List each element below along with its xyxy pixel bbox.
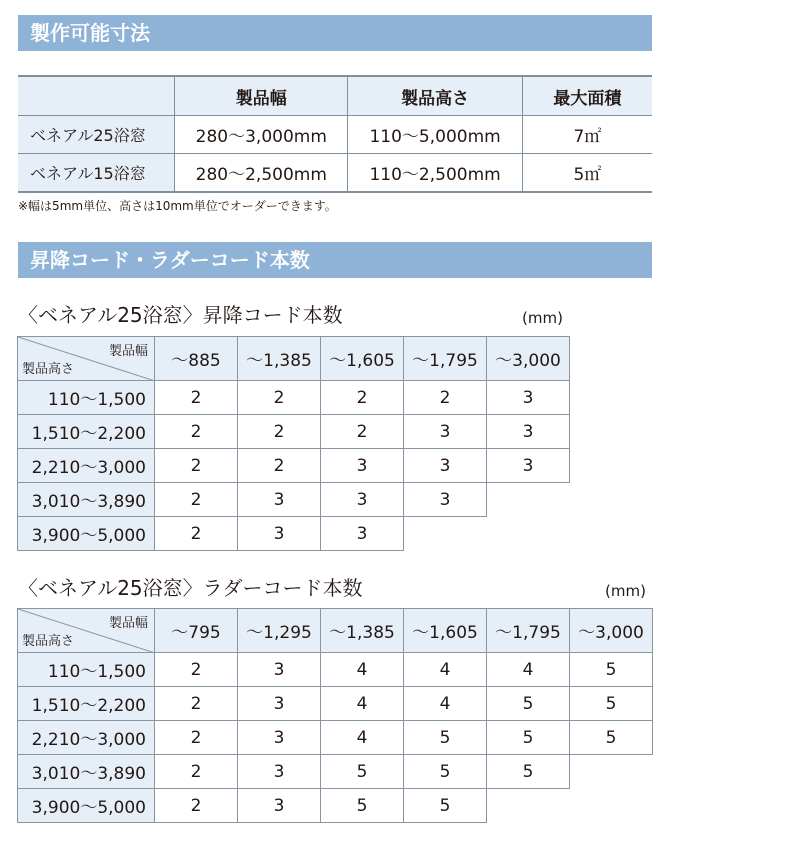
table-cell: 2	[155, 415, 238, 449]
column-header: ～3,000	[570, 609, 653, 653]
column-header: ～1,795	[487, 609, 570, 653]
table-title-lift-cord: 〈ベネアル25浴窓〉昇降コード本数	[18, 303, 343, 327]
header-cell: 最大面積	[522, 76, 652, 116]
table-cell: 2	[155, 517, 238, 551]
table-cell: 5	[570, 721, 653, 755]
table-cell: 3	[238, 483, 321, 517]
table-cell: 2	[155, 687, 238, 721]
table-cell: 2	[238, 415, 321, 449]
table-cell: 2	[155, 789, 238, 823]
column-header: ～795	[155, 609, 238, 653]
empty-cell	[487, 789, 570, 823]
table-cell: 2	[155, 755, 238, 789]
table-header-row	[18, 76, 652, 116]
unit-label: (mm)	[522, 309, 563, 327]
row-label: ベネアル25浴窓	[18, 116, 175, 154]
table-cell: 5	[487, 721, 570, 755]
table-cell: 4	[321, 687, 404, 721]
header-cell: 製品高さ	[348, 76, 522, 116]
table-cell: 3	[404, 415, 487, 449]
dimensions-table	[18, 75, 652, 193]
column-header: ～1,385	[238, 337, 321, 381]
row-label: 2,210～3,000	[18, 721, 155, 755]
table-cell: 280～2,500mm	[175, 154, 348, 193]
row-label: 3,900～5,000	[18, 789, 155, 823]
table-row	[18, 154, 652, 193]
table-row	[18, 687, 653, 721]
column-header: ～3,000	[487, 337, 570, 381]
table-row	[18, 721, 653, 755]
table-cell: 280～3,000mm	[175, 116, 348, 154]
table-header-row	[18, 337, 570, 381]
row-label: 3,900～5,000	[18, 517, 155, 551]
empty-cell	[487, 517, 570, 551]
table-cell: 3	[238, 789, 321, 823]
table-row	[18, 755, 653, 789]
table-row	[18, 116, 652, 154]
table-cell: 2	[321, 415, 404, 449]
table-row	[18, 381, 570, 415]
table-cell: 4	[321, 721, 404, 755]
table-cell: 4	[404, 687, 487, 721]
table-title-ladder-cord: 〈ベネアル25浴窓〉ラダーコード本数	[18, 576, 363, 600]
table-row	[18, 789, 653, 823]
column-header: ～1,795	[404, 337, 487, 381]
section-heading-dimensions: 製作可能寸法	[18, 15, 652, 51]
table-cell: 5	[404, 721, 487, 755]
column-header: ～1,605	[404, 609, 487, 653]
table-cell: 3	[404, 483, 487, 517]
table-cell: 3	[487, 415, 570, 449]
ladder-cord-table	[17, 608, 653, 823]
table-cell: 2	[321, 381, 404, 415]
row-label: 3,010～3,890	[18, 755, 155, 789]
table-cell: 7㎡	[522, 116, 652, 154]
section-heading-cords: 昇降コード・ラダーコード本数	[18, 242, 652, 278]
table-cell: 2	[155, 483, 238, 517]
table-cell: 2	[155, 721, 238, 755]
table-cell: 2	[404, 381, 487, 415]
table-cell: 4	[321, 653, 404, 687]
table-cell: 2	[238, 381, 321, 415]
table-cell: 5	[570, 653, 653, 687]
table-cell: 3	[238, 721, 321, 755]
header-cell: 製品幅	[175, 76, 348, 116]
table-cell: 3	[238, 653, 321, 687]
row-label: 2,210～3,000	[18, 449, 155, 483]
table-cell: 5	[487, 687, 570, 721]
row-label: 1,510～2,200	[18, 415, 155, 449]
table-cell: 3	[238, 687, 321, 721]
table-row	[18, 483, 570, 517]
corner-header	[18, 609, 155, 653]
column-header: ～1,385	[321, 609, 404, 653]
header-cell	[18, 76, 175, 116]
empty-cell	[487, 483, 570, 517]
corner-width-label: 製品幅	[108, 344, 148, 359]
table-cell: 5	[321, 755, 404, 789]
footnote: ※幅は5mm単位、高さは10mm単位でオーダーできます。	[18, 199, 337, 213]
table-cell: 5㎡	[522, 154, 652, 193]
table-cell: 3	[238, 517, 321, 551]
table-header-row	[18, 609, 653, 653]
table-cell: 3	[321, 517, 404, 551]
table-row	[18, 449, 570, 483]
row-label: 1,510～2,200	[18, 687, 155, 721]
table-row	[18, 653, 653, 687]
table-cell: 3	[487, 381, 570, 415]
row-label: ベネアル15浴窓	[18, 154, 175, 193]
table-cell: 5	[321, 789, 404, 823]
table-cell: 5	[570, 687, 653, 721]
table-row	[18, 415, 570, 449]
table-cell: 3	[487, 449, 570, 483]
row-label: 110～1,500	[18, 381, 155, 415]
empty-cell	[570, 755, 653, 789]
corner-height-label: 製品高さ	[22, 362, 75, 377]
table-cell: 2	[155, 449, 238, 483]
column-header: ～1,605	[321, 337, 404, 381]
table-row	[18, 517, 570, 551]
column-header: ～1,295	[238, 609, 321, 653]
table-cell: 2	[155, 653, 238, 687]
empty-cell	[570, 789, 653, 823]
table-cell: 3	[238, 755, 321, 789]
table-cell: 4	[404, 653, 487, 687]
table-cell: 5	[404, 789, 487, 823]
corner-height-label: 製品高さ	[22, 634, 75, 649]
row-label: 110～1,500	[18, 653, 155, 687]
empty-cell	[404, 517, 487, 551]
table-cell: 110～2,500mm	[348, 154, 522, 193]
corner-header	[18, 337, 155, 381]
table-cell: 110～5,000mm	[348, 116, 522, 154]
column-header: ～885	[155, 337, 238, 381]
table-cell: 5	[404, 755, 487, 789]
table-cell: 3	[404, 449, 487, 483]
lift-cord-table	[17, 336, 570, 551]
row-label: 3,010～3,890	[18, 483, 155, 517]
table-cell: 2	[155, 381, 238, 415]
table-cell: 3	[321, 483, 404, 517]
table-cell: 4	[487, 653, 570, 687]
table-cell: 5	[487, 755, 570, 789]
unit-label: (mm)	[605, 582, 646, 600]
corner-width-label: 製品幅	[108, 616, 148, 631]
table-cell: 2	[238, 449, 321, 483]
table-cell: 3	[321, 449, 404, 483]
